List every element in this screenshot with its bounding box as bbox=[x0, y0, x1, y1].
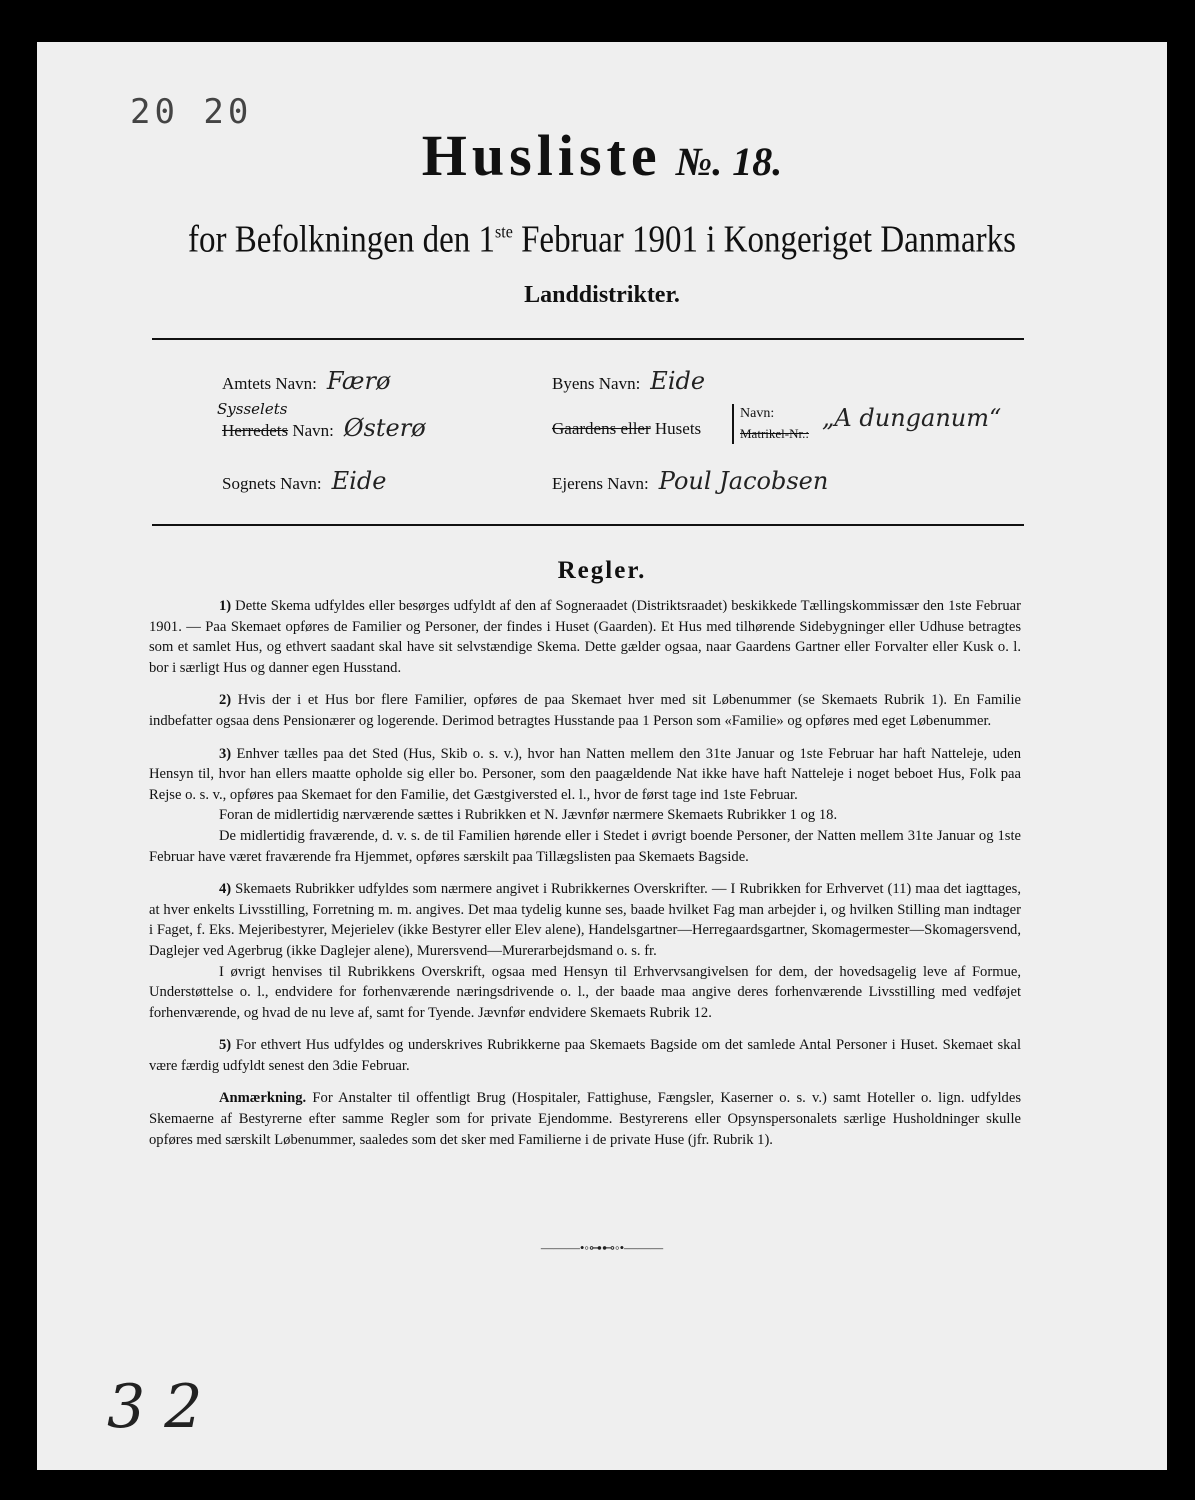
rule-3-number: 3) bbox=[219, 745, 232, 762]
navn-label: Navn: bbox=[740, 406, 775, 421]
herred-overwrite: Sysselets bbox=[217, 400, 288, 418]
by-field bbox=[552, 367, 705, 395]
gaard-label-struck: Gaardens eller bbox=[552, 419, 651, 438]
note-text: For Anstalter til offentligt Brug (Hospitaler, Fattighuse, Fængsler, Kaserner o. s. v.) samt Hoteller o. lign. udfyldes Skemaerne af Bestyrerne efter samme Regler som for private Ejendomme. Bestyrerens eller Opsynspersonalets særlige Husholdninger skulle opføres med særskilt Løbenummer, saaledes som det sker med Familierne i de private Huse (jfr. Rubrik 1). bbox=[149, 1090, 1021, 1148]
rule-4-text: Skemaets Rubrikker udfyldes som nærmere angivet i Rubrikkernes Overskrifter. — I Rubrikken for Erhvervet (11) maa det iagttages, at hver enkelts Livsstilling, Forretning m. m. angives. Det maa tydelig kunne ses, baade hvilket Fag man arbejder i, og hvilken Stilling man indtager i Faget, f. Eks. Mejeribestyrer, Mejerielev (ikke Bestyrer eller Elev alene), Handelsgartner—Herregaardsgartner, Skomagermester—Skomagersvend, Daglejer ved Agerbrug (ikke Daglejer alene), Murersvend—Murerarbejdsmand o. s. fr. bbox=[149, 881, 1021, 959]
census-form-page bbox=[37, 42, 1167, 1470]
by-label: Byens Navn: bbox=[552, 374, 641, 393]
form-title-text: Husliste bbox=[421, 123, 662, 188]
ejer-value: Poul Jacobsen bbox=[658, 467, 829, 495]
top-divider bbox=[152, 338, 1024, 340]
rule-5-text: For ethvert Hus udfyldes og underskrives Rubrikkerne paa Skemaets Bagside om det samlede Antal Personer i Huset. Skemaet skal være færdig udfyldt senest den 3die Februar. bbox=[149, 1037, 1021, 1074]
rule-3b: Foran de midlertidig nærværende sættes i Rubrikken et N. Jævnfør nærmere Skemaets Rubrikker 1 og 18. bbox=[219, 807, 838, 824]
rule-3 bbox=[149, 744, 1021, 806]
rule-5 bbox=[149, 1035, 1021, 1076]
rule-1-number: 1) bbox=[219, 598, 232, 614]
note-label: Anmærkning. bbox=[219, 1090, 307, 1107]
amt-value: Færø bbox=[326, 367, 391, 395]
ornament-divider: ———•◦⊶⊷◦•——— bbox=[540, 1240, 664, 1255]
amt-field bbox=[222, 367, 390, 395]
house-field bbox=[552, 419, 701, 439]
herred-label: Navn: bbox=[288, 421, 334, 440]
rules-body bbox=[149, 596, 1021, 1162]
form-subtitle bbox=[37, 219, 1167, 262]
subtitle-pre: for Befolkningen den 1 bbox=[188, 219, 496, 261]
district-heading: Landdistrikter. bbox=[524, 282, 680, 308]
huset-label: Husets bbox=[650, 419, 702, 438]
amt-label: Amtets Navn: bbox=[222, 374, 317, 393]
rule-3-text: Enhver tælles paa det Sted (Hus, Skib o. s. v.), hvor han Natten mellem den 31te Januar og 1ste Februar har haft Natteleje, uden Hensyn til, hvor han ellers maatte opholde sig eller bo. Personer, som den paagældende Nat ikke have haft Natteleje i noget beboet Hus, Folk paa Rejse o. s. v., opføres paa Skemaet for den Familie, det Gæstgiversted el. l., hvor de først tage ind 1ste Februar. bbox=[149, 745, 1021, 803]
ejer-label: Ejerens Navn: bbox=[552, 474, 649, 493]
rule-2-text: Hvis der i et Hus bor flere Familier, opføres de paa Skemaet hver med sit Løbenummer (se Skemaets Rubrik 1). En Familie indbefatter ogsaa dens Pensionærer og logerende. Derimod betragtes Husstande paa 1 Person som «Familie» og opføres med eget Løbenummer. bbox=[149, 692, 1021, 729]
rule-4 bbox=[149, 879, 1021, 961]
rules-heading: Regler. bbox=[557, 557, 647, 584]
middle-divider bbox=[152, 524, 1024, 526]
herred-field bbox=[222, 414, 426, 442]
rule-4-number: 4) bbox=[219, 881, 232, 898]
rule-5-number: 5) bbox=[219, 1037, 232, 1054]
house-name-box bbox=[732, 404, 809, 444]
by-value: Eide bbox=[650, 367, 706, 395]
sogn-field bbox=[222, 467, 386, 495]
matrikel-label-struck: Matrikel-Nr.: bbox=[740, 426, 809, 441]
herred-value: Østerø bbox=[343, 414, 426, 442]
form-number: №. 18. bbox=[675, 139, 783, 184]
form-title bbox=[37, 122, 1167, 189]
sogn-label: Sognets Navn: bbox=[222, 474, 322, 493]
page-stamp-number: 20 20 bbox=[130, 92, 253, 132]
rule-4b: I øvrigt henvises til Rubrikkens Overskrift, ogsaa med Hensyn til Erhvervsangivelsen for dem, der hovedsagelig leve af Formue, Understøttelse o. l., endvidere for forhenværende næringsdrivende o. l., der baade maa angive deres forhenværende Livsstilling med vedføjet forhenværende, og hvad de nu leve af, samt for Tyende. Jævnfør endvidere Skemaets Rubrik 12. bbox=[149, 963, 1021, 1021]
subtitle-post: Februar 1901 i Kongeriget Danmarks bbox=[512, 219, 1016, 261]
house-name-value: „A dunganum“ bbox=[822, 404, 1002, 432]
note bbox=[149, 1088, 1021, 1150]
house-name-value-wrap bbox=[812, 404, 1001, 432]
handwritten-number: 3 2 bbox=[107, 1372, 203, 1442]
rule-3c: De midlertidig fraværende, d. v. s. de til Familien hørende eller i Stedet i øvrigt boende Personer, der Natten mellem 31te Januar og 1ste Februar have været fraværende fra Hjemmet, opføres særskilt paa Tillægslisten paa Skemaets Bagside. bbox=[149, 827, 1021, 865]
rule-2 bbox=[149, 690, 1021, 731]
rule-1 bbox=[149, 596, 1021, 678]
rule-1-text: Dette Skema udfyldes eller besørges udfyldt af den af Sogneraadet (Distriktsraadet) beskikkede Tællingskommissær den 1ste Februar 1901. — Paa Skemaet opføres de Familier og Personer, der findes i Huset (Gaarden). Et Hus med tilhørende Sidebygninger eller Udhuse betragtes som et samlet Hus, og ethvert saadant skal have sit selvstændige Skema. Dette gælder ogsaa, naar Gaardens Gartner eller Forvalter eller Kusk o. l. bor i særligt Hus og danner egen Husstand. bbox=[149, 598, 1021, 676]
rule-2-number: 2) bbox=[219, 692, 232, 709]
subtitle-sup: ste bbox=[495, 222, 513, 243]
ejer-field bbox=[552, 467, 828, 495]
herred-label-struck: Herredets bbox=[222, 421, 289, 440]
sogn-value: Eide bbox=[331, 467, 387, 495]
